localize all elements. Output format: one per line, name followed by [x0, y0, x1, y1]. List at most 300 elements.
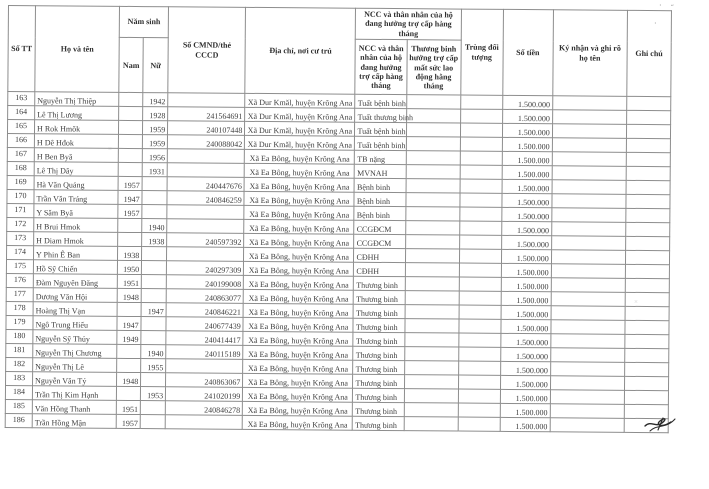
- ncc-type-cell: CĐHH: [354, 263, 405, 277]
- amount-cell: 1.500.000: [502, 110, 552, 124]
- name-cell: Văn Hồng Thanh: [32, 400, 116, 415]
- address-cell: Xã Ea Bông, huyện Krông Ana: [244, 234, 354, 249]
- name-cell: Nguyễn Văn Tý: [33, 372, 117, 387]
- id-number-cell: [165, 415, 242, 430]
- col-header-notes: Ghi chú: [627, 10, 672, 97]
- ncc-type-cell: Thương binh: [353, 417, 404, 431]
- notes-cell: [625, 321, 669, 335]
- signature-cell: [551, 278, 625, 293]
- amount-cell: 1.500.000: [500, 418, 550, 432]
- amount-cell: 1.500.000: [502, 194, 552, 208]
- signature-cell: [552, 208, 626, 223]
- notes-cell: [626, 195, 670, 209]
- address-cell: Xã Ea Bông, huyện Krông Ana: [242, 416, 352, 431]
- id-number-cell: 241020199: [166, 387, 243, 402]
- ncc-type-cell: Bệnh binh: [354, 207, 405, 221]
- row-number-cell: [7, 190, 34, 204]
- pen-dot-mark: ˶: [671, 0, 674, 9]
- pen-dot-mark: ·: [654, 19, 657, 28]
- birth-male-cell: 1948: [117, 289, 141, 303]
- row-number: 178: [13, 302, 26, 312]
- notes-cell: [626, 111, 670, 125]
- address-cell: Xã Ea Bông, huyện Krông Ana: [244, 206, 354, 221]
- signature-cell: [550, 404, 624, 419]
- birth-male-cell: 1957: [118, 205, 142, 219]
- address-cell: Xã Ea Bông, huyện Krông Ana: [245, 150, 355, 165]
- birth-female-cell: [142, 247, 167, 261]
- address-cell: Xã Ea Bông, huyện Krông Ana: [243, 360, 353, 375]
- col-header-amount: Số tiền: [502, 9, 553, 96]
- ncc-type-cell: CCGĐCM: [354, 221, 405, 235]
- row-number-cell: [7, 176, 34, 190]
- col-header-name: Họ và tên: [35, 6, 120, 93]
- tb-allowance-cell: [405, 291, 459, 305]
- birth-male-cell: 1957: [118, 177, 142, 191]
- signature-cell: [551, 320, 625, 335]
- signature-cell: [552, 194, 626, 209]
- name-cell: Nguyễn Thị Chương: [33, 344, 117, 359]
- address-cell: Xã Ea Bông, huyện Krông Ana: [244, 248, 354, 263]
- tb-allowance-cell: [404, 333, 458, 347]
- ncc-type-cell: Thương binh: [353, 319, 404, 333]
- tb-allowance-cell: [404, 417, 458, 431]
- birth-female-cell: [141, 275, 166, 289]
- row-number-cell: [6, 274, 33, 288]
- row-number-cell: [5, 400, 32, 414]
- tb-allowance-cell: [405, 193, 459, 207]
- col-header-ncc-group: NCC và thân nhân của hộ đang hưởng trợ cấp hàng tháng: [356, 8, 461, 40]
- tb-allowance-cell: [404, 319, 458, 333]
- amount-cell: 1.500.000: [500, 390, 550, 404]
- amount-cell: 1.500.000: [501, 292, 551, 306]
- tb-allowance-cell: [405, 249, 459, 263]
- signature-cell: [550, 390, 624, 405]
- address-cell: Xã Ea Bông, huyện Krông Ana: [243, 374, 353, 389]
- notes-cell: [626, 153, 670, 167]
- birth-male-cell: 1950: [118, 261, 142, 275]
- amount-cell: 1.500.000: [502, 166, 552, 180]
- row-number-cell: [6, 372, 33, 386]
- table-body: [5, 92, 671, 433]
- scan-noise-mark: ×: [634, 298, 638, 306]
- birth-male-cell: [119, 107, 143, 121]
- duplicate-cell: [459, 207, 501, 221]
- signature-cell: [551, 222, 625, 237]
- duplicate-cell: [460, 179, 502, 193]
- amount-cell: 1.500.000: [501, 208, 551, 222]
- id-number-cell: 240088042: [168, 135, 245, 150]
- notes-cell: [626, 209, 670, 223]
- ncc-type-cell: Bệnh binh: [355, 179, 406, 193]
- birth-female-cell: 1956: [142, 149, 167, 163]
- address-cell: Xã Ea Bông, huyện Krông Ana: [243, 304, 353, 319]
- amount-cell: 1.500.000: [502, 180, 552, 194]
- id-number-cell: 240846221: [166, 303, 243, 318]
- address-cell: Xã Ea Bông, huyện Krông Ana: [243, 318, 353, 333]
- notes-cell: [625, 265, 669, 279]
- ncc-type-cell: Thương binh: [353, 361, 404, 375]
- birth-female-cell: 1947: [141, 303, 166, 317]
- id-number-cell: [167, 205, 244, 220]
- amount-cell: 1.500.000: [502, 138, 552, 152]
- id-number-cell: [167, 163, 244, 178]
- row-number: 181: [13, 344, 26, 354]
- notes-cell: [625, 293, 669, 307]
- row-number: 173: [14, 232, 27, 242]
- notes-cell: [625, 335, 669, 349]
- address-cell: Xã Ea Bông, huyện Krông Ana: [243, 346, 353, 361]
- row-number: 163: [15, 92, 28, 102]
- notes-cell: [625, 251, 669, 265]
- name-cell: Trần Văn Tráng: [34, 190, 118, 205]
- birth-male-cell: [119, 121, 143, 135]
- row-number-cell: [6, 288, 33, 302]
- address-cell: Xã Ea Bông, huyện Krông Ana: [243, 388, 353, 403]
- duplicate-cell: [458, 403, 500, 417]
- amount-cell: 1.500.000: [500, 404, 550, 418]
- id-number-cell: 240677439: [166, 317, 243, 332]
- name-cell: H Brui Hmok: [34, 218, 118, 233]
- row-number: 184: [12, 386, 26, 396]
- birth-female-cell: 1953: [141, 387, 166, 401]
- row-number: 167: [14, 148, 27, 158]
- birth-female-cell: [141, 317, 166, 331]
- birth-female-cell: 1940: [141, 345, 166, 359]
- name-cell: H Dê Hđok: [34, 134, 118, 149]
- birth-female-cell: [142, 191, 167, 205]
- ncc-type-cell: Thương binh: [353, 403, 404, 417]
- name-cell: Lê Thị Lương: [35, 106, 119, 121]
- duplicate-cell: [459, 263, 501, 277]
- tb-allowance-cell: [404, 389, 458, 403]
- duplicate-cell: [460, 109, 502, 123]
- row-number-cell: [7, 120, 34, 134]
- col-header-birth-year: Năm sinh: [119, 6, 168, 38]
- birth-male-cell: [117, 359, 141, 373]
- birth-male-cell: [117, 303, 141, 317]
- ncc-type-cell: MVNAH: [355, 165, 406, 179]
- signature-cell: [552, 96, 626, 111]
- row-number: 176: [13, 274, 26, 284]
- row-number: 185: [12, 400, 25, 410]
- notes-cell: [625, 349, 669, 363]
- birth-female-cell: 1955: [141, 359, 166, 373]
- id-number-cell: 240115189: [166, 345, 243, 360]
- name-cell: Nguyễn Thị Lê: [33, 358, 117, 373]
- address-cell: Xã Dur Kmăl, huyện Krông Ana: [245, 108, 355, 123]
- birth-male-cell: [119, 135, 143, 149]
- row-number: 175: [13, 260, 27, 270]
- row-number-cell: [6, 358, 33, 372]
- address-cell: Xã Ea Bông, huyện Krông Ana: [244, 220, 354, 235]
- col-header-male: Nam: [119, 38, 143, 93]
- notes-cell: [625, 279, 669, 293]
- signature-cell: [552, 180, 626, 195]
- pen-dot-mark: ·: [659, 1, 662, 10]
- signature-cell: [552, 124, 626, 139]
- birth-male-cell: 1951: [116, 401, 140, 415]
- row-number: 172: [14, 218, 27, 228]
- tb-allowance-cell: [406, 179, 460, 193]
- tb-allowance-cell: [405, 221, 459, 235]
- duplicate-cell: [459, 235, 501, 249]
- row-number-cell: [6, 344, 33, 358]
- ncc-type-cell: Thương binh: [353, 375, 404, 389]
- notes-cell: [625, 307, 669, 321]
- birth-male-cell: [118, 163, 142, 177]
- duplicate-cell: [460, 151, 502, 165]
- row-number-cell: [6, 302, 33, 316]
- address-cell: Xã Ea Bông, huyện Krông Ana: [244, 164, 354, 179]
- name-cell: Dương Văn Hội: [33, 288, 117, 303]
- duplicate-cell: [458, 333, 500, 347]
- id-number-cell: 240199008: [166, 275, 243, 290]
- row-number-cell: [7, 232, 34, 246]
- id-number-cell: 240846259: [167, 191, 244, 206]
- row-number-cell: [6, 260, 33, 274]
- ncc-type-cell: TB nặng: [355, 151, 406, 165]
- signature-cell: [550, 376, 624, 391]
- birth-female-cell: [142, 205, 167, 219]
- tb-allowance-cell: [406, 95, 460, 109]
- birth-male-cell: 1947: [118, 191, 142, 205]
- birth-male-cell: [118, 233, 142, 247]
- row-number: 164: [15, 106, 28, 116]
- ncc-type-cell: Tuất thương binh: [355, 109, 406, 123]
- address-cell: Xã Ea Bông, huyện Krông Ana: [243, 290, 353, 305]
- duplicate-cell: [458, 361, 500, 375]
- table-header: [8, 6, 672, 98]
- duplicate-cell: [459, 277, 501, 291]
- birth-female-cell: 1959: [143, 121, 168, 135]
- row-number-cell: [7, 134, 34, 148]
- birth-female-cell: 1940: [142, 219, 167, 233]
- tb-allowance-cell: [405, 207, 459, 221]
- name-cell: Trần Thị Kim Hạnh: [32, 386, 116, 401]
- birth-female-cell: 1942: [143, 93, 168, 107]
- amount-cell: 1.500.000: [500, 362, 550, 376]
- id-number-cell: [167, 149, 244, 164]
- birth-female-cell: [140, 415, 165, 429]
- id-number-cell: [166, 359, 243, 374]
- col-header-female: Nữ: [143, 38, 168, 93]
- row-number-cell: [7, 218, 34, 232]
- scanned-page: [5, 5, 672, 434]
- birth-female-cell: [140, 401, 165, 415]
- name-cell: Hồ Sỹ Chiến: [33, 260, 117, 275]
- signature-cell: [550, 362, 624, 377]
- row-number-cell: [6, 330, 33, 344]
- ncc-type-cell: CCGĐCM: [354, 235, 405, 249]
- tb-allowance-cell: [406, 109, 460, 123]
- duplicate-cell: [459, 305, 501, 319]
- address-cell: Xã Ea Bông, huyện Krông Ana: [243, 332, 353, 347]
- notes-cell: [626, 125, 670, 139]
- col-header-ncc-sub1: NCC và thân nhân của hộ đang hưởng trợ cấp hàng tháng: [355, 40, 406, 95]
- amount-cell: 1.500.000: [502, 124, 552, 138]
- name-cell: H Diam Hmok: [34, 232, 118, 247]
- birth-male-cell: 1957: [116, 415, 140, 429]
- notes-cell: [626, 139, 670, 153]
- tb-allowance-cell: [406, 151, 460, 165]
- address-cell: Xã Ea Bông, huyện Krông Ana: [244, 262, 354, 277]
- birth-male-cell: [118, 149, 142, 163]
- row-number-cell: [7, 162, 34, 176]
- signature-cell: [552, 138, 626, 153]
- address-cell: Xã Ea Bông, huyện Krông Ana: [243, 402, 353, 417]
- signature-cell: [550, 348, 624, 363]
- duplicate-cell: [458, 389, 500, 403]
- id-number-cell: 240447676: [167, 177, 244, 192]
- col-header-signature: Ký nhận và ghi rõ họ tên: [553, 10, 628, 97]
- signature-cell: [552, 166, 626, 181]
- ncc-type-cell: Tuất bệnh binh: [355, 137, 406, 151]
- id-number-cell: 240297309: [167, 261, 244, 276]
- row-number: 169: [14, 176, 27, 186]
- birth-male-cell: 1948: [117, 373, 141, 387]
- row-number-cell: [6, 316, 33, 330]
- address-cell: Xã Ea Bông, huyện Krông Ana: [244, 178, 354, 193]
- tb-allowance-cell: [406, 165, 460, 179]
- row-number: 180: [13, 330, 26, 340]
- tb-allowance-cell: [404, 361, 458, 375]
- amount-cell: 1.500.000: [501, 306, 551, 320]
- tb-allowance-cell: [406, 123, 460, 137]
- amount-cell: 1.500.000: [501, 320, 551, 334]
- signature-cell: [551, 236, 625, 251]
- id-number-cell: 241564691: [168, 107, 245, 122]
- row-number-cell: [8, 106, 35, 120]
- signature-cell: [552, 110, 626, 125]
- signature-scribble-icon: [642, 413, 678, 435]
- row-number-cell: [6, 246, 33, 260]
- duplicate-cell: [459, 221, 501, 235]
- birth-male-cell: [117, 345, 141, 359]
- tb-allowance-cell: [404, 347, 458, 361]
- name-cell: Hà Văn Quảng: [34, 176, 118, 191]
- id-number-cell: 240107448: [168, 121, 245, 136]
- row-number-cell: [7, 148, 34, 162]
- notes-cell: [626, 181, 670, 195]
- signature-cell: [552, 152, 626, 167]
- ncc-type-cell: Thương binh: [354, 291, 405, 305]
- notes-cell: [626, 223, 670, 237]
- amount-cell: 1.500.000: [501, 278, 551, 292]
- scan-noise-mark: ×: [108, 145, 112, 153]
- row-number-cell: [5, 414, 32, 428]
- amount-cell: 1.500.000: [500, 348, 550, 362]
- name-cell: H Ben Byă: [34, 148, 118, 163]
- row-number: 171: [14, 204, 27, 214]
- birth-female-cell: [142, 261, 167, 275]
- birth-male-cell: 1947: [117, 317, 141, 331]
- duplicate-cell: [459, 291, 501, 305]
- col-header-stt: Số TT: [8, 6, 36, 93]
- name-cell: Y Săm Byă: [34, 204, 118, 219]
- amount-cell: 1.500.000: [501, 264, 551, 278]
- signature-cell: [551, 250, 625, 265]
- signature-cell: [551, 334, 625, 349]
- duplicate-cell: [460, 193, 502, 207]
- birth-female-cell: [142, 177, 167, 191]
- row-number: 170: [14, 190, 27, 200]
- ncc-type-cell: Thương binh: [353, 389, 404, 403]
- signature-cell: [551, 264, 625, 279]
- tb-allowance-cell: [405, 305, 459, 319]
- amount-cell: 1.500.000: [501, 222, 551, 236]
- row-number: 177: [13, 288, 26, 298]
- birth-female-cell: 1959: [143, 135, 168, 149]
- row-number: 168: [14, 162, 27, 172]
- row-number-cell: [5, 386, 32, 400]
- address-cell: Xã Dur Kmăl, huyện Krông Ana: [245, 94, 355, 109]
- tb-allowance-cell: [405, 235, 459, 249]
- name-cell: Đàm Nguyên Đăng: [33, 274, 117, 289]
- ncc-type-cell: Thương binh: [353, 347, 404, 361]
- id-number-cell: [167, 247, 244, 262]
- id-number-cell: 240414417: [166, 331, 243, 346]
- row-number: 166: [14, 134, 27, 144]
- name-cell: Ngô Trung Hiếu: [33, 316, 117, 331]
- row-number: 179: [13, 316, 26, 326]
- row-number: 183: [13, 372, 26, 382]
- ncc-type-cell: CĐHH: [354, 249, 405, 263]
- amount-cell: 1.500.000: [500, 376, 550, 390]
- notes-cell: [624, 391, 668, 405]
- amount-cell: 1.500.000: [502, 152, 552, 166]
- notes-cell: [627, 97, 671, 111]
- address-cell: Xã Ea Bông, huyện Krông Ana: [244, 192, 354, 207]
- tb-allowance-cell: [406, 137, 460, 151]
- name-cell: Y Phin Ê Ban: [34, 246, 118, 261]
- duplicate-cell: [460, 95, 502, 109]
- row-number: 165: [15, 120, 28, 130]
- amount-cell: 1.500.000: [502, 96, 552, 110]
- ncc-type-cell: Thương binh: [354, 277, 405, 291]
- duplicate-cell: [460, 137, 502, 151]
- birth-male-cell: 1951: [117, 275, 141, 289]
- signature-cell: [551, 306, 625, 321]
- birth-female-cell: [141, 331, 166, 345]
- address-cell: Xã Ea Bông, huyện Krông Ana: [244, 276, 354, 291]
- id-number-cell: 240597392: [167, 233, 244, 248]
- duplicate-cell: [460, 123, 502, 137]
- ncc-type-cell: Tuất bệnh binh: [355, 123, 406, 137]
- tb-allowance-cell: [405, 263, 459, 277]
- col-header-ncc-sub2: Thương binh hưởng trợ cấp mất sức lao động hằng tháng: [406, 40, 461, 95]
- beneficiary-table: [5, 5, 672, 434]
- signature-cell: [550, 418, 624, 433]
- col-header-id-number: Số CMND/thẻ CCCD: [168, 7, 246, 94]
- col-header-address: Địa chỉ, nơi cư trú: [245, 7, 356, 94]
- duplicate-cell: [458, 417, 500, 431]
- name-cell: Nguyễn Sỹ Thủy: [33, 330, 117, 345]
- ncc-type-cell: Thương binh: [354, 305, 405, 319]
- duplicate-cell: [458, 347, 500, 361]
- tb-allowance-cell: [404, 375, 458, 389]
- col-header-duplicate: Trùng đối tượng: [460, 9, 503, 96]
- row-number: 182: [13, 358, 26, 368]
- tb-allowance-cell: [404, 403, 458, 417]
- birth-female-cell: 1928: [143, 107, 168, 121]
- id-number-cell: 240846278: [165, 401, 242, 416]
- name-cell: H Rok Hmŏk: [35, 120, 119, 135]
- birth-female-cell: 1931: [142, 163, 167, 177]
- amount-cell: 1.500.000: [501, 250, 551, 264]
- birth-female-cell: [141, 289, 166, 303]
- ncc-type-cell: Thương binh: [353, 333, 404, 347]
- duplicate-cell: [460, 165, 502, 179]
